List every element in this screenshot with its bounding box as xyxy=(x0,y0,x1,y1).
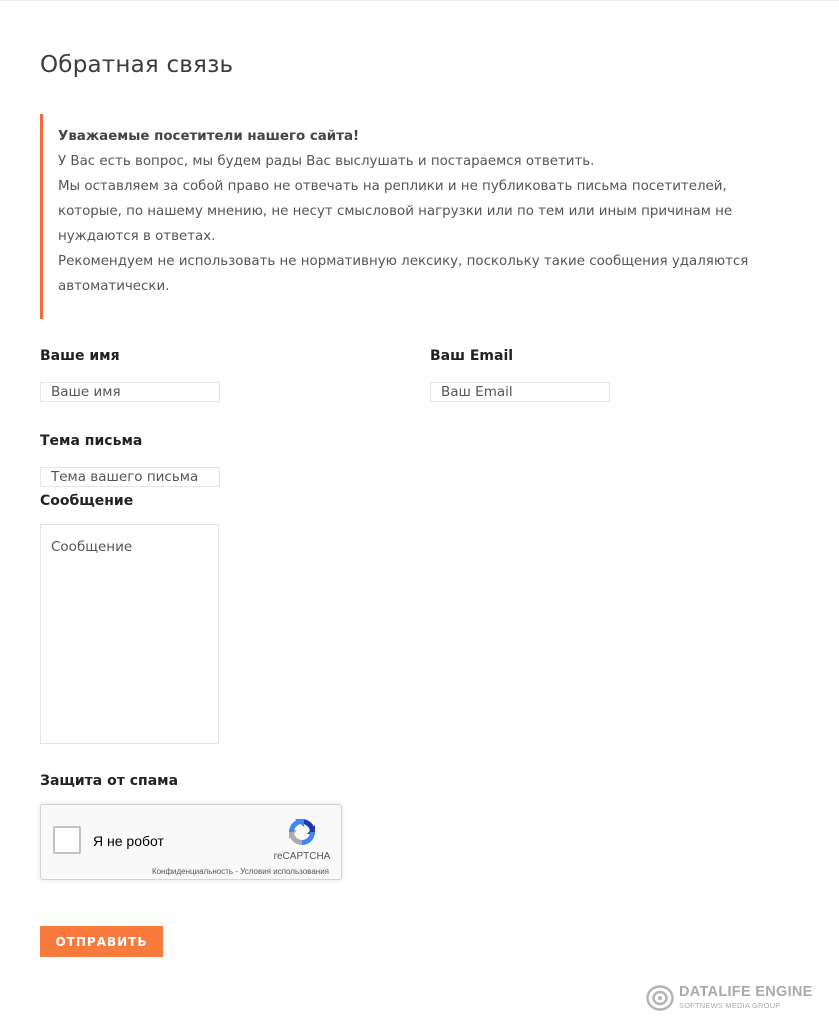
datalife-engine-logo-icon xyxy=(646,985,674,1011)
recaptcha-brand: reCAPTCHA xyxy=(273,851,331,862)
submit-button[interactable]: ОТПРАВИТЬ xyxy=(40,926,163,957)
name-input[interactable] xyxy=(40,382,220,402)
name-label: Ваше имя xyxy=(40,348,120,364)
email-input[interactable] xyxy=(430,382,610,402)
recaptcha-links-separator: - xyxy=(233,867,241,876)
notice-box xyxy=(40,114,780,319)
page-title: Обратная связь xyxy=(40,52,234,78)
spam-protection-label: Защита от спама xyxy=(40,773,179,789)
notice-line: Рекомендуем не использовать не нормативную лексику, поскольку такие сообщения удаляются автоматически. xyxy=(58,254,749,294)
recaptcha-widget xyxy=(40,804,342,880)
footer-brand-name: DATALIFE ENGINE xyxy=(679,984,813,1000)
subject-input[interactable] xyxy=(40,467,220,487)
recaptcha-checkbox[interactable] xyxy=(53,826,81,854)
recaptcha-checkbox-label[interactable]: Я не робот xyxy=(93,833,164,849)
message-textarea[interactable] xyxy=(40,524,219,744)
recaptcha-links xyxy=(152,867,329,876)
notice-line: Мы оставляем за собой право не отвечать на реплики и не публиковать письма посетителей, которые, по нашему мнению, не несут смысловой нагрузки или по тем или иным причинам не нуждаются в ответах. xyxy=(58,179,733,244)
subject-label: Тема письма xyxy=(40,433,143,449)
notice-heading: Уважаемые посетители нашего сайта! xyxy=(58,129,360,144)
recaptcha-terms-link[interactable]: Условия использования xyxy=(240,867,329,876)
recaptcha-logo-icon xyxy=(285,815,319,849)
message-label: Сообщение xyxy=(40,493,134,509)
footer-logo[interactable] xyxy=(646,983,821,1013)
footer-brand-subtitle: SOFTNEWS MEDIA GROUP xyxy=(679,1001,781,1010)
top-divider xyxy=(0,0,839,1)
notice-line: У Вас есть вопрос, мы будем рады Вас выслушать и постараемся ответить. xyxy=(58,154,595,169)
recaptcha-privacy-link[interactable]: Конфиденциальность xyxy=(151,867,234,876)
email-label: Ваш Email xyxy=(430,348,514,364)
